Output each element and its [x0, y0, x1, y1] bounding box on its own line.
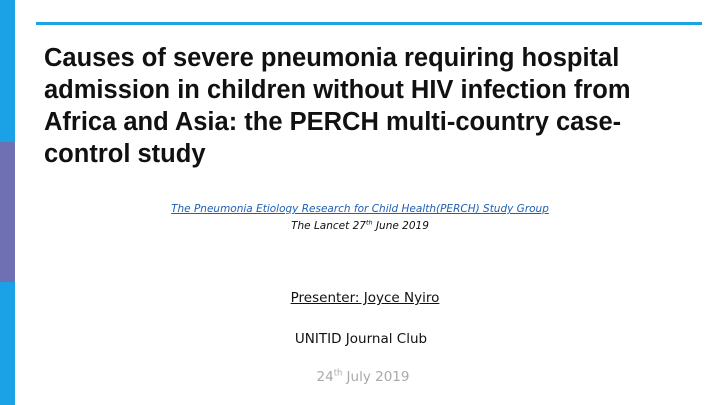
study-group-text: The Pneumonia Etiology Research for Child Health(PERCH) Study Group — [171, 203, 549, 215]
event-name: UNITID Journal Club — [294, 331, 428, 347]
top-divider-line — [36, 22, 702, 25]
study-group-credit — [0, 203, 720, 215]
left-accent-bar-top — [0, 0, 15, 142]
presenter-text: Presenter: Joyce Nyiro — [290, 290, 440, 306]
presenter-line — [0, 290, 720, 306]
journal-citation: The Lancet 27th June 2019 — [291, 218, 429, 232]
presentation-date: 24th July 2019 — [316, 367, 410, 385]
slide-title: Causes of severe pneumonia requiring hospital admission in children without HIV infection from Africa and Asia: the PERCH multi-country case-control study — [44, 44, 631, 168]
